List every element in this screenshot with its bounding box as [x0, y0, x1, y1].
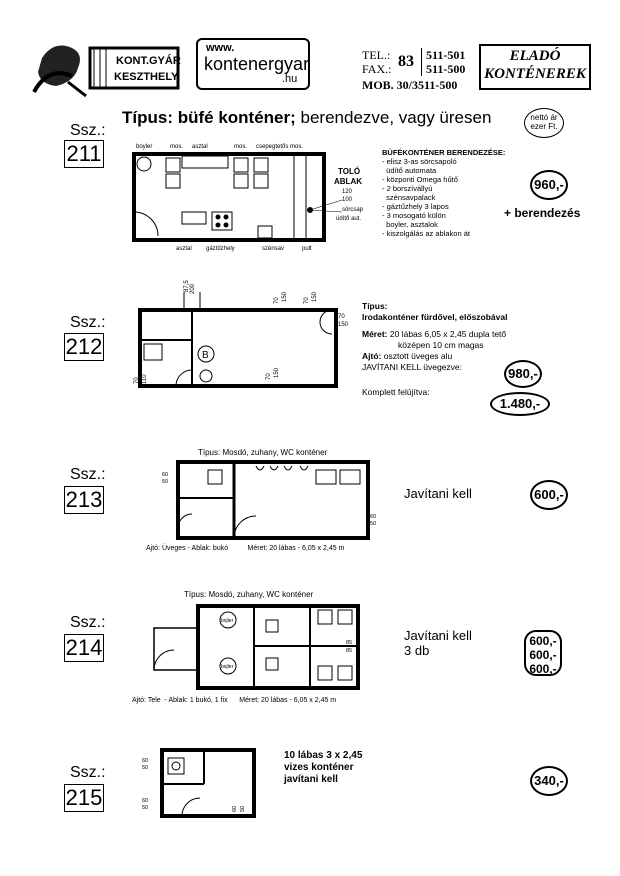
dim-label: 150 — [274, 367, 280, 378]
door-value: osztott üveges alu — [383, 351, 453, 361]
feature-line: boyler, asztalok — [382, 220, 438, 229]
netto-badge — [524, 108, 564, 138]
dim-label: 70 — [274, 297, 280, 304]
plus-furnishing: + berendezés — [504, 206, 581, 220]
dim-label: 200 — [190, 283, 196, 294]
dim-label: 87,5 — [184, 280, 190, 292]
contact-block — [362, 48, 472, 92]
price-value: 600,- — [529, 634, 557, 648]
ssz-label: Ssz.: — [70, 614, 106, 631]
feature-line: - gáztűzhely 3 lapos — [382, 202, 449, 211]
price-badge-stack — [524, 630, 562, 676]
window-dim-2: 100 — [342, 197, 353, 203]
floor-plan-212 — [136, 274, 350, 390]
price-value: 600,- — [529, 648, 557, 662]
banner-box — [479, 44, 591, 90]
company-logo — [28, 36, 188, 100]
feature-line: - központi Omega hűtő — [382, 175, 458, 184]
bathroom-symbol: B — [202, 350, 209, 361]
dim-label: 50 — [162, 479, 169, 485]
price-value: 600,- — [529, 662, 557, 676]
window-dim-1: 120 — [342, 189, 353, 195]
dim-label: 70 — [304, 297, 310, 304]
title-rest: berendezve, vagy üresen — [295, 108, 492, 127]
area-code: 83 — [398, 53, 414, 70]
size-value-2: középen 10 cm magas — [398, 340, 484, 350]
window-label-1: TOLÓ — [338, 167, 361, 176]
label-asztal-bottom: asztal — [176, 246, 192, 252]
floor-plan-213 — [160, 458, 380, 544]
mobile-number: MOB. 30/3511-500 — [362, 78, 458, 92]
feature-line: - 2 borszívállyú — [382, 184, 433, 193]
ssz-label: Ssz.: — [70, 466, 106, 483]
dim-label: 70 — [134, 377, 140, 384]
desc-line: 10 lábas 3 x 2,45 — [284, 750, 363, 761]
dim-label: 110 — [142, 374, 148, 384]
door-label: Ajtó: — [362, 351, 382, 361]
dim-label: 50 — [142, 765, 149, 771]
price-badge — [504, 360, 542, 388]
fax-number: 511-500 — [426, 62, 466, 76]
note-1: Javítani kell — [404, 628, 472, 643]
desc-line: javítani kell — [284, 774, 338, 785]
vending-label: üdítő aut. — [336, 216, 362, 222]
dim-label: 60 — [232, 805, 238, 812]
label-csepegteto: csepegtetős mos. — [256, 144, 304, 150]
complete-label: Komplett felújítva: — [362, 387, 430, 397]
label-asztal-top: asztal — [192, 144, 208, 150]
type-label: Típus: — [362, 301, 388, 311]
label-boyler: boyler — [136, 144, 153, 150]
item-title — [122, 108, 491, 128]
price-badge — [530, 480, 568, 510]
window-label-2: ABLAK — [334, 177, 362, 186]
label-mos-2: mos. — [234, 144, 248, 150]
dim-label: 60 — [370, 514, 377, 520]
tap-label: sörcsap — [342, 207, 364, 213]
contact-divider — [421, 48, 422, 76]
size-label: Méret: — [362, 329, 388, 339]
tel-number: 511-501 — [426, 48, 466, 62]
feature-line: - kiszolgálás az ablakon át — [382, 229, 470, 238]
website-box[interactable] — [196, 38, 310, 90]
note-2: 3 db — [404, 643, 430, 658]
floor-plan-211 — [130, 140, 380, 252]
type-value: Irodakonténer fürdővel, előszobával — [362, 312, 508, 322]
item-215-desc — [284, 750, 362, 786]
banner-line-1: ELADÓ — [509, 48, 561, 64]
website-tld: .hu — [282, 73, 298, 85]
features-list — [382, 148, 532, 238]
label-pult: pult — [302, 246, 312, 252]
price-badge — [530, 170, 568, 200]
label-mos-1: mos. — [170, 144, 184, 150]
dim-label: 150 — [338, 322, 349, 328]
boyler-label: bojler — [221, 664, 234, 670]
website-name: kontenergyar — [204, 54, 310, 74]
ssz-number: 215 — [65, 785, 103, 810]
dim-label: 85 — [346, 640, 353, 646]
price-value: 960,- — [534, 177, 564, 192]
banner-line-2: KONTÉNEREK — [484, 66, 586, 82]
price-badge — [530, 766, 568, 796]
note: Javítani kell — [404, 486, 472, 501]
dim-label: 60 — [162, 472, 169, 478]
footer-caption: Ajtó: Üveges - Ablak: bukó Méret: 20 lábas - 6,05 x 2,45 m — [146, 545, 345, 552]
ssz-label: Ssz.: — [70, 764, 106, 781]
feature-line: - elisz 3-as sörcsapoló — [382, 157, 457, 166]
ssz-number: 213 — [65, 487, 103, 512]
logo-text-1: KONT.GYÁR — [116, 55, 181, 67]
type-caption: Típus: Mosdó, zuhany, WC konténer — [198, 448, 328, 457]
feature-line: szénsavpalack — [382, 193, 436, 202]
dim-label: 85 — [346, 648, 353, 654]
website-www: www. — [206, 42, 235, 54]
label-szensav: szénsav — [262, 246, 285, 252]
fax-label: FAX.: — [362, 62, 392, 76]
feature-line: - 3 mosogató külön — [382, 211, 446, 220]
dim-label: 70 — [338, 314, 345, 320]
complete-price-badge — [490, 392, 550, 416]
footer-caption: Ajtó: Tele - Ablak: 1 bukó, 1 fix Méret: 20 lábas - 6,05 x 2,45 m — [132, 697, 337, 704]
features-title: BÜFÉKONTÉNER BERENDEZÉSE: — [382, 148, 506, 157]
type-caption: Típus: Mosdó, zuhany, WC konténer — [184, 590, 314, 599]
item-212-details — [362, 301, 532, 398]
title-bold: Típus: büfé konténer; — [122, 108, 296, 127]
boyler-label: bojler — [221, 618, 234, 624]
ssz-number: 211 — [64, 140, 104, 168]
dim-label: 60 — [142, 758, 149, 764]
tel-label: TEL.: — [362, 48, 391, 62]
size-value: 20 lábas 6,05 x 2,45 dupla tető — [389, 329, 507, 339]
dim-label: 60 — [142, 798, 149, 804]
price-value: 980,- — [508, 366, 538, 381]
dim-label: 70 — [266, 373, 272, 380]
floor-plan-215 — [138, 744, 268, 824]
dim-label: 150 — [312, 291, 318, 302]
label-gaztuzhely: gáztűzhely — [206, 246, 235, 252]
floor-plan-214 — [150, 600, 370, 694]
dim-label: 150 — [282, 291, 288, 302]
ssz-label: Ssz.: — [70, 122, 106, 139]
dim-label: 50 — [142, 805, 149, 811]
door-value-2: JAVÍTANI KELL üvegezve: — [362, 362, 462, 372]
dim-label: 50 — [370, 521, 377, 527]
price-value: 600,- — [534, 487, 564, 502]
logo-text-2: KESZTHELY — [114, 71, 179, 83]
feature-line: üdítő automata — [382, 166, 437, 175]
price-value: 340,- — [534, 773, 564, 788]
dim-label: 50 — [240, 805, 246, 812]
desc-line: vizes konténer — [284, 762, 354, 773]
ssz-number: 214 — [65, 635, 103, 660]
ssz-label: Ssz.: — [70, 314, 106, 331]
ssz-number: 212 — [65, 334, 103, 359]
netto-text: nettó ár ezer Ft. — [530, 113, 558, 131]
complete-price-value: 1.480,- — [499, 396, 541, 411]
